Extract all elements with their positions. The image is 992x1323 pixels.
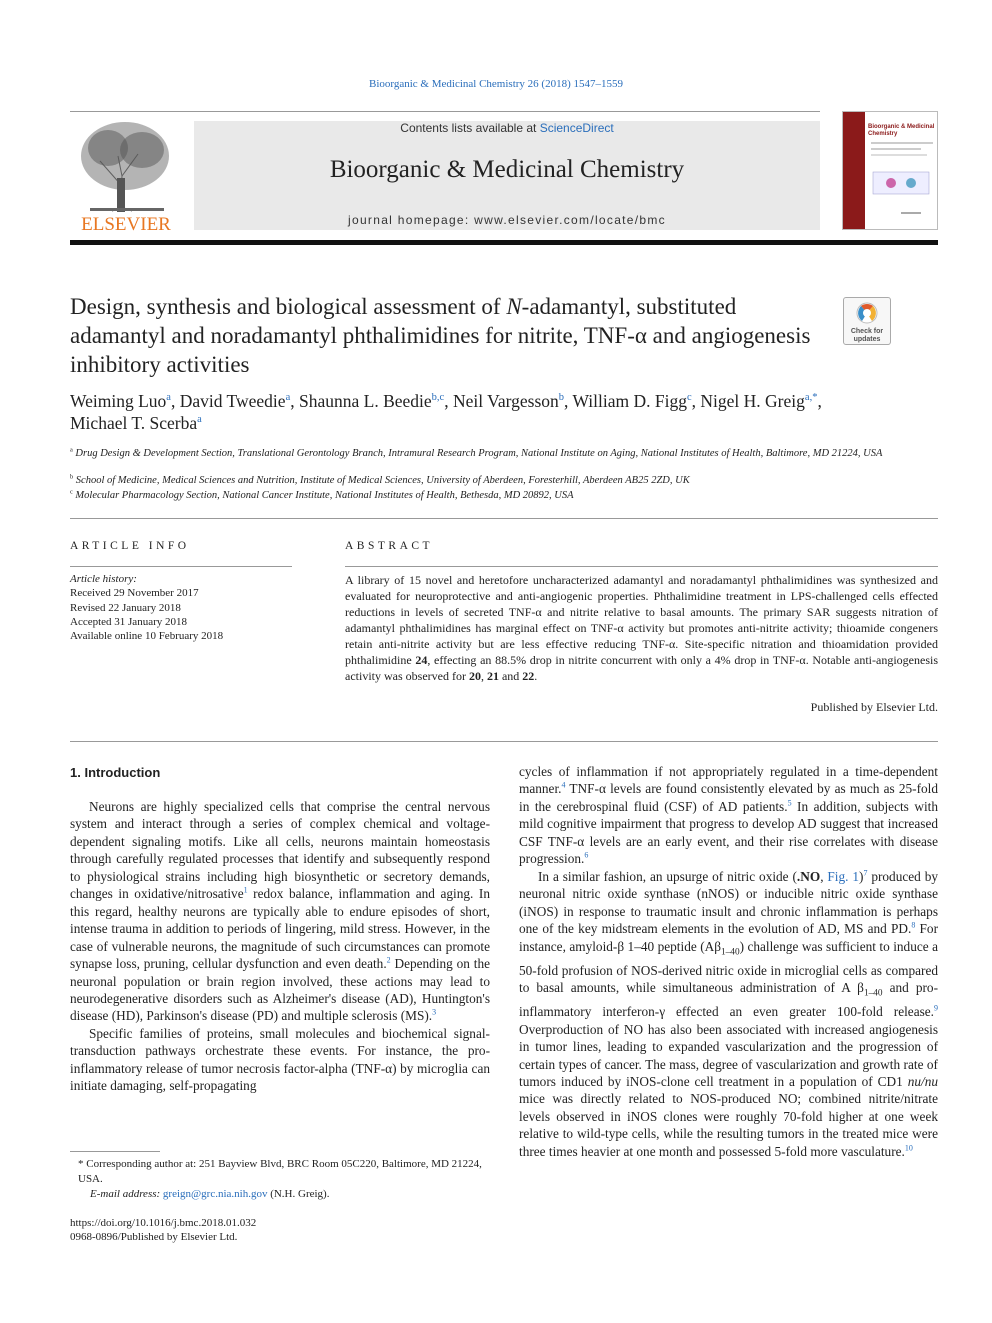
elsevier-tree-icon (70, 116, 182, 234)
published-by: Published by Elsevier Ltd. (810, 700, 938, 714)
introduction-heading: 1. Introduction (70, 765, 161, 780)
cover-spine (843, 112, 865, 229)
ref-link[interactable]: 6 (584, 850, 589, 860)
author[interactable]: Neil Vargesson$^b$ (452, 391, 565, 411)
ref-link[interactable]: 4 (561, 781, 566, 791)
journal-cover-thumbnail[interactable] (842, 111, 938, 230)
svg-text:updates: updates (853, 336, 881, 343)
ref-link[interactable]: 7 (863, 868, 868, 878)
author-list: Weiming Luo$^a$, David Tweedie$^a$, Shaunna L. Beedie$^{b,c}$, Neil Vargesson$^b$, William D. Figg$^c$, Nigel H. Greig$^{a,*}$, Michael T. Scerba$^a$ (70, 391, 822, 433)
article-info-rule (70, 566, 292, 567)
author[interactable]: Weiming Luo$^a$ (70, 391, 171, 411)
affiliation: $^b$ School of Medicine, Medical Sciences and Nutrition, Institute of Medical Sciences, University of Aberdeen, Foresterhill, Aberdeen AB25 2ZD, UK (70, 473, 690, 486)
cover-title: Bioorganic & Medicinal Chemistry (868, 124, 935, 137)
ref-link[interactable]: 1 (243, 885, 248, 895)
author[interactable]: William D. Figg$^c$ (572, 391, 692, 411)
cover-graphic-icon (871, 142, 933, 222)
check-for-updates-icon (844, 298, 890, 344)
history-revised: Revised 22 January 2018 (70, 601, 181, 614)
check-for-updates-badge[interactable] (843, 297, 891, 345)
author[interactable]: Nigel H. Greig$^{a,*}$ (700, 391, 818, 411)
contents-prefix: Contents lists available at (400, 121, 540, 135)
header-rule (70, 111, 820, 112)
elsevier-wordmark: ELSEVIER (81, 214, 171, 234)
email-link[interactable]: greign@grc.nia.nih.gov (162, 1188, 268, 1200)
history-accepted: Accepted 31 January 2018 (70, 615, 187, 628)
elsevier-logo (70, 116, 182, 234)
author[interactable]: David Tweedie$^a$ (179, 391, 291, 411)
intro-left-column (70, 798, 490, 1095)
ref-link[interactable]: 3 (432, 1008, 437, 1018)
contents-line (194, 121, 820, 135)
history-online: Available online 10 February 2018 (70, 630, 224, 643)
affiliation: $^c$ Molecular Pharmacology Section, National Cancer Institute, National Institutes of Health, Bethesda, MD 20892, USA (70, 488, 574, 501)
ref-link[interactable]: 5 (787, 798, 792, 808)
intro-right-column (519, 763, 938, 1160)
abstract-heading: ABSTRACT (345, 540, 434, 552)
email-note: E-mail address: greign@grc.nia.nih.gov (N.H. Greig). (90, 1188, 330, 1200)
ref-link[interactable]: 10 (904, 1143, 913, 1153)
svg-text:Check for: Check for (850, 328, 884, 335)
affiliation: $^a$ Drug Design & Development Section, Translational Gerontology Branch, Intramural Research Program, National Institute on Aging, National Institutes of Health, Baltimore, MD 21224, USA (70, 446, 883, 459)
abstract-rule (345, 566, 938, 567)
article-history (70, 572, 292, 643)
intro-paragraph: Neurons are highly specialized cells that comprise the central nervous system and interact through a series of complex chemical and voltage-dependent signaling motifs. Like all cells, neurons maintain homeostasis through carefully regulated processes that identify and subsequently respond to physiological strains including high biosynthetic or secretory demands, changes in oxidative/nitrosative$^1$ redox balance, inflammation and aging. In this regard, healthy neurons are typically able to endure episodes of short, intense trauma in addition to periods of lingering, mild stress. However, in the case of vulnerable neurons, the magnitude of such circumstances can promote synapse loss, pruning, cellular dysfunction and even death.$^2$ Depending on the neuronal population or brain region involved, these actions may lead to neurodegenerative disorders such as Alzheimer's disease (AD), Huntington's disease (HD), Parkinson's disease (PD) and multiple sclerosis (MS).$^3$ (70, 799, 491, 1024)
section-rule (70, 741, 938, 742)
corresponding-author-note: * Corresponding author at: 251 Bayview Blvd, BRC Room 05C220, Baltimore, MD 21224, USA. (78, 1158, 482, 1185)
intro-paragraph: In a similar fashion, an upsurge of nitric oxide (.NO, Fig. 1)$^7$ produced by neuronal nitric oxide synthase (nNOS) or inducible nitric oxide synthase (iNOS) in response to traumatic insult and chronic inflammation is perhaps one of the key midstream elements in the evolution of AD, MS and PD.$^8$ For instance, amyloid-β 1–40 peptide $(A\beta_{1-40})$ challenge was sufficient to induce a 50-fold profusion of NOS-derived nitric oxide in microglial cells as compared to basal amounts, while simultaneous administration of A $\beta_{1-40}$ and pro-inflammatory interferon-γ effected an even greater 100-fold release.$^9$ Overproduction of NO has also been associated with increased angiogenesis in tumor lines, leading to expanded vascularization and the progression of certain types of cancer. The mass, degree of vascularization and growth rate of tumors induced by iNOS-clone cell treatment in a population of CD1 nu/nu mice was directly related to NOS-produced NO; combined nitrite/nitrate levels observed in iNOS clones were roughly 70-fold higher at one week relative to wild-type cells, while the resulting tumors in the treated mice were three times heavier at one month and possessed 5-fold more vasculature.$^{10}$ (519, 868, 938, 1159)
journal-reference[interactable]: Bioorganic & Medicinal Chemistry 26 (2018) 1547–1559 (369, 78, 623, 90)
ref-link[interactable]: 9 (934, 1003, 938, 1013)
sciencedirect-link[interactable]: ScienceDirect (539, 121, 614, 135)
intro-paragraph: Specific families of proteins, small molecules and biochemical signal-transduction pathways orchestrate these events. For instance, the pro-inflammatory release of tumor necrosis factor-alpha (TNF-α) by microglia can initiate damaging, self-propagating (70, 1025, 490, 1094)
author[interactable]: Michael T. Scerba$^a$ (70, 413, 202, 433)
ref-link[interactable]: 8 (911, 920, 916, 930)
author[interactable]: Shaunna L. Beedie$^{b,c}$ (299, 391, 445, 411)
figure-link[interactable]: Fig. 1 (827, 868, 860, 884)
footnote-rule (70, 1151, 160, 1152)
journal-title: Bioorganic & Medicinal Chemistry (329, 156, 685, 183)
history-label: Article history: (70, 573, 137, 585)
article-title: Design, synthesis and biological assessment of N-adamantyl, substituted adamantyl and noradamantyl phthalimidines for nitrite, TNF-α and angiogenesis inhibitory activities (70, 294, 811, 377)
abstract-text: A library of 15 novel and heretofore uncharacterized adamantyl and noradamantyl phthalimidines was synthesized and evaluated for neuroprotective and anti-angiogenic properties. Phthalimidine treatment in LPS-challenged cells effected reductions in levels of secreted TNF-α and nitrite relative to basal amounts. The primary SAR suggests nitration of adamantyl phthalimidines has marginal effect on TNF-α activity but promotes anti-nitrite activity; thioamide congeners retain anti-nitrite activity but are less effective reducing TNF-α. Site-specific nitration and thioamidation provided phthalimidine 24, effecting an 88.5% drop in nitrite concurrent with only a 4% drop in TNF-α. Notable anti-angiogenesis activity was observed for 20, 21 and 22. (345, 573, 939, 683)
issn-line: 0968-0896/Published by Elsevier Ltd. (70, 1231, 238, 1243)
intro-paragraph: cycles of inflammation if not appropriately regulated in a time-dependent manner.$^4$ TNF-α levels are found consistently elevated by as much as 25-fold in the cerebrospinal fluid (CSF) of AD patients.$^5$ In addition, subjects with mild cognitive impairment that progress to develop AD suggest that increased CSF TNF-α levels are an early event, and their rise correlates with disease progression.$^6$ (519, 764, 938, 867)
journal-homepage[interactable]: journal homepage: www.elsevier.com/locate/bmc (348, 213, 666, 227)
section-rule (70, 518, 938, 519)
doi-link[interactable]: https://doi.org/10.1016/j.bmc.2018.01.032 (70, 1217, 257, 1229)
ref-link[interactable]: 2 (386, 955, 391, 965)
header-thick-rule (70, 240, 938, 245)
history-received: Received 29 November 2017 (70, 587, 199, 600)
article-info-heading: ARTICLE INFO (70, 540, 190, 552)
